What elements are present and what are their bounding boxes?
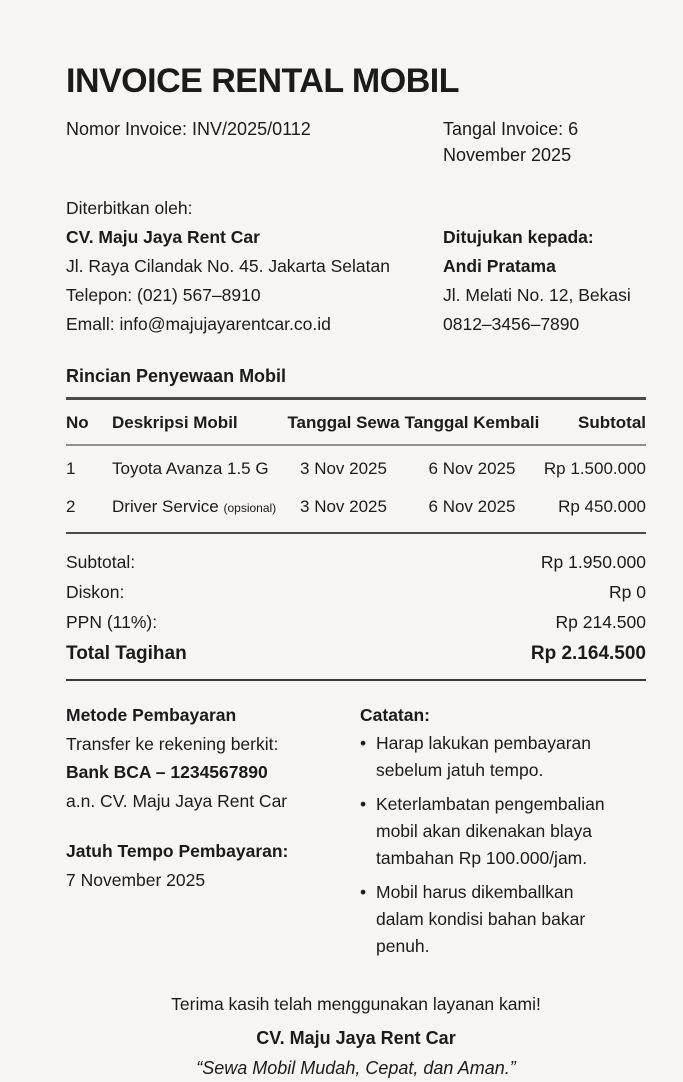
subtotal-label: Subtotal: (66, 552, 136, 573)
col-header-start-date: Tanggal Sewa (287, 412, 400, 432)
invoice-title: INVOICE RENTAL MOBIL (66, 62, 459, 100)
issuer-heading: Diterbitkan oleh: (66, 198, 193, 219)
totals-discount-row (66, 577, 646, 607)
payment-and-notes (66, 681, 646, 967)
list-item (360, 730, 622, 784)
totals-grand-total-row (66, 637, 646, 679)
issuer-address: Jl. Raya Cilandak No. 45. Jakarta Selatan (66, 256, 390, 277)
recipient-phone: 0812–3456–7890 (443, 314, 580, 335)
cell-description: Toyota Avanza 1.5 G (112, 458, 269, 478)
footer (66, 991, 646, 1082)
spacer (66, 815, 360, 837)
cell-start-date: 3 Nov 2025 (300, 458, 387, 478)
bullet-icon: • (360, 732, 367, 753)
discount-value: Rp 0 (609, 582, 646, 603)
col-header-end-date: Tanggal Kembali (404, 412, 540, 432)
table-body (66, 446, 646, 532)
subtotal-value: Rp 1.950.000 (540, 552, 646, 573)
footer-thanks: Terima kasih telah menggunakan layanan kami! (171, 993, 541, 1014)
discount-label: Diskon: (66, 582, 125, 603)
cell-end-date: 6 Nov 2025 (428, 458, 516, 478)
recipient-name: Andi Pratama (443, 256, 556, 277)
cell-subtotal: Rp 450.000 (558, 496, 646, 516)
total-label: Total Tagihan (66, 643, 187, 665)
note-text: Harap lakukan pembayaran sebelum jatuh tempo. (376, 732, 591, 780)
invoice-meta (66, 116, 646, 168)
total-value: Rp 2.164.500 (530, 643, 646, 665)
payment-bank-account: Bank BCA – 1234567890 (66, 762, 268, 783)
payment-block (66, 701, 360, 967)
issuer-name: CV. Maju Jaya Rent Car (66, 227, 260, 248)
recipient-heading: Ditujukan kepada: (443, 227, 594, 248)
col-header-description: Deskripsi Mobil (112, 412, 238, 432)
payment-heading: Metode Pembayaran (66, 705, 237, 726)
invoice-number: Nomor Invoice: INV/2025/0112 (66, 119, 311, 140)
cell-end-date: 6 Nov 2025 (428, 496, 516, 516)
col-header-no: No (66, 412, 89, 432)
payment-account-name: a.n. CV. Maju Jaya Rent Car (66, 790, 288, 811)
cell-subtotal: Rp 1.500.000 (543, 458, 646, 478)
notes-list (360, 730, 622, 960)
table-row (66, 488, 646, 526)
description-note: (opsional) (223, 500, 277, 515)
table-row (66, 450, 646, 488)
cell-no: 1 (66, 458, 76, 478)
totals-section (66, 534, 646, 679)
recipient-block (443, 194, 646, 339)
footer-company: CV. Maju Jaya Rent Car (256, 1027, 456, 1048)
list-item (360, 879, 622, 960)
issuer-email: Emall: info@majujayarentcar.co.id (66, 314, 331, 335)
issuer-block (66, 194, 443, 339)
totals-subtotal-row (66, 547, 646, 577)
cell-description: Driver Service (opsional) (112, 496, 277, 516)
footer-tagline: “Sewa Mobil Mudah, Cepat, dan Aman.” (196, 1057, 516, 1078)
invoice-date: Tangal Invoice: 6 November 2025 (443, 119, 579, 166)
cell-no: 2 (66, 496, 76, 516)
tax-value: Rp 214.500 (555, 612, 646, 633)
tax-label: PPN (11%): (66, 612, 158, 633)
note-text: Keterlambatan pengembalian mobil akan dikenakan blaya tambahan Rp 100.000/jam. (376, 793, 605, 868)
table-header-row (66, 400, 646, 444)
list-item (360, 791, 622, 872)
note-text: Mobil harus dikemballkan dalam kondisi bahan bakar penuh. (376, 881, 586, 956)
notes-block (360, 701, 646, 967)
bullet-icon: • (360, 793, 367, 814)
issuer-phone: Telepon: (021) 567–8910 (66, 285, 261, 306)
col-header-subtotal: Subtotal (578, 412, 646, 432)
due-date: 7 November 2025 (66, 869, 206, 890)
cell-start-date: 3 Nov 2025 (300, 496, 387, 516)
payment-transfer-line: Transfer ke rekening berkit: (66, 733, 279, 754)
totals-tax-row (66, 607, 646, 637)
due-heading: Jatuh Tempo Pembayaran: (66, 841, 289, 862)
bullet-icon: • (360, 881, 367, 902)
parties (66, 194, 646, 339)
rental-details-heading: Rincian Penyewaan Mobil (66, 366, 287, 387)
notes-heading: Catatan: (360, 705, 431, 726)
recipient-address: Jl. Melati No. 12, Bekasi (443, 285, 631, 306)
